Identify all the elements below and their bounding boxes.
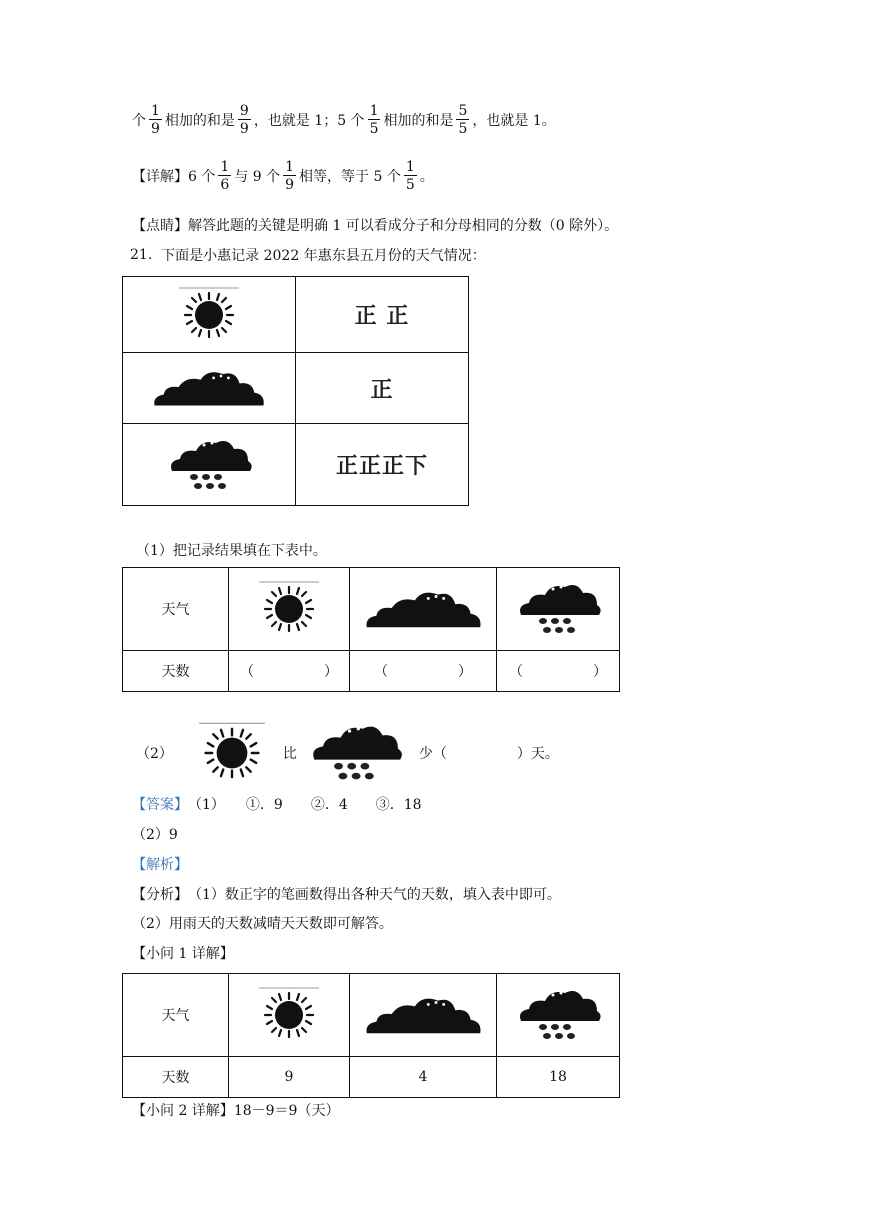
fraction-9-9: $\frac{9}{9}$	[239, 103, 249, 137]
compare-word: 比	[282, 746, 297, 762]
text-segment: ，也就是 1；5 个	[253, 113, 365, 129]
cloud-icon	[149, 363, 269, 413]
analysis-line-1	[132, 884, 561, 904]
text-segment: ，也就是 1。	[472, 113, 556, 129]
tally-marks: 正正正下	[335, 454, 428, 479]
blank-cell[interactable]	[497, 651, 620, 692]
weather-cell	[497, 974, 620, 1057]
weather-cell	[229, 974, 350, 1057]
weather-cell	[497, 568, 620, 651]
sub-question-1-label	[132, 943, 234, 963]
weather-cell	[123, 424, 296, 506]
label-text: 天数	[161, 664, 190, 680]
value-text: 18	[549, 1069, 567, 1085]
blank-cell[interactable]	[350, 651, 497, 692]
weather-cell	[350, 974, 497, 1057]
fraction-1-9: $\frac{1}{9}$	[151, 103, 160, 137]
answer-label: 【答案】	[132, 797, 188, 813]
weather-cell	[229, 568, 350, 651]
sun-icon	[249, 579, 329, 639]
sun-icon	[249, 985, 329, 1045]
rain-cloud-icon	[513, 579, 603, 639]
fraction-1-5: $\frac{1}{5}$	[369, 103, 379, 137]
tally-marks: 正 正	[354, 304, 410, 329]
rain-cloud-icon	[305, 720, 405, 786]
table-row	[123, 974, 620, 1057]
label-text: 天数	[161, 1070, 190, 1086]
table-row	[123, 568, 620, 651]
cloud-icon	[361, 584, 486, 634]
weather-cell	[350, 568, 497, 651]
point-label: 【点睛】	[132, 218, 188, 234]
part-2	[136, 720, 559, 786]
rain-cloud-icon	[164, 435, 254, 495]
table-row	[123, 277, 469, 353]
part-2-prefix: （2）	[136, 746, 173, 762]
blank-paren: （ ）	[509, 664, 607, 680]
text-segment: 相加的和是	[164, 113, 235, 129]
analysis-line-2	[132, 913, 393, 933]
part-1	[136, 540, 327, 560]
sun-icon	[187, 720, 277, 786]
analysis-header	[132, 854, 188, 874]
sub-1-label: 【小问 1 详解】	[132, 946, 234, 962]
point-line	[132, 215, 618, 235]
blank-cell[interactable]	[229, 651, 350, 692]
question-text: 下面是小惠记录 2022 年惠东县五月份的天气情况：	[161, 248, 486, 264]
table-row	[123, 1057, 620, 1098]
detail-label: 【详解】	[132, 169, 188, 185]
row-label	[123, 568, 229, 651]
tally-cell	[296, 277, 469, 353]
part-1-text: （1）把记录结果填在下表中。	[136, 543, 327, 559]
row-label	[123, 651, 229, 692]
answer-line-2	[132, 824, 178, 844]
tally-cell	[296, 353, 469, 424]
tally-cell	[296, 424, 469, 506]
text-segment: 6 个	[188, 169, 216, 185]
value-text: 4	[418, 1069, 428, 1085]
row-label	[123, 974, 229, 1057]
rain-cloud-icon	[513, 985, 603, 1045]
part-2-suffix: 少（ ）天。	[418, 746, 559, 762]
question-number: 21.	[130, 247, 153, 263]
fraction-1-5: $\frac{1}{5}$	[405, 159, 415, 193]
analysis-text: （1）数正字的笔画数得出各种天气的天数，填入表中即可。	[188, 887, 561, 903]
value-text: 9	[284, 1069, 294, 1085]
sub-2-label: 【小问 2 详解】	[132, 1103, 234, 1119]
blank-paren: （ ）	[374, 664, 472, 680]
fill-table	[122, 567, 620, 692]
analysis-label: 【解析】	[132, 857, 188, 873]
analysis-sub-label: 【分析】	[132, 887, 188, 903]
weather-cell	[123, 353, 296, 424]
answer-text: （1） ①．9 ②．4 ③．18	[188, 797, 422, 813]
answer-line	[132, 794, 422, 814]
table-row	[123, 424, 469, 506]
analysis-text: （2）用雨天的天数减晴天天数即可解答。	[132, 916, 393, 932]
tally-marks: 正	[370, 377, 394, 403]
sub-question-2	[132, 1100, 339, 1120]
fraction-1-9: $\frac{1}{9}$	[285, 159, 295, 193]
table-row	[123, 353, 469, 424]
answer-text-2: （2）9	[132, 827, 178, 843]
record-table	[122, 276, 469, 506]
text-segment: 相等，等于 5 个	[299, 169, 401, 185]
weather-cell	[123, 277, 296, 353]
fraction-5-5: $\frac{5}{5}$	[458, 103, 468, 137]
row-label	[123, 1057, 229, 1098]
blank-paren: （ ）	[240, 664, 338, 680]
sum-explanation-line	[132, 104, 556, 136]
point-text: 解答此题的关键是明确 1 可以看成分子和分母相同的分数（0 除外）。	[188, 218, 619, 234]
detail-line	[132, 160, 434, 192]
question-21	[130, 245, 486, 265]
fraction-1-6: $\frac{1}{6}$	[220, 159, 230, 193]
value-cell	[350, 1057, 497, 1098]
sun-icon	[169, 285, 249, 345]
value-cell	[229, 1057, 350, 1098]
text-segment: 。	[419, 169, 434, 185]
text-segment: 与 9 个	[234, 169, 281, 185]
label-text: 天气	[161, 1008, 190, 1024]
text-segment: 个	[132, 113, 146, 129]
sub-2-text: 18－9＝9（天）	[233, 1103, 340, 1119]
label-text: 天气	[161, 602, 190, 618]
text-segment: 相加的和是	[383, 113, 454, 129]
answer-table	[122, 973, 620, 1098]
value-cell	[497, 1057, 620, 1098]
table-row	[123, 651, 620, 692]
cloud-icon	[361, 990, 486, 1040]
